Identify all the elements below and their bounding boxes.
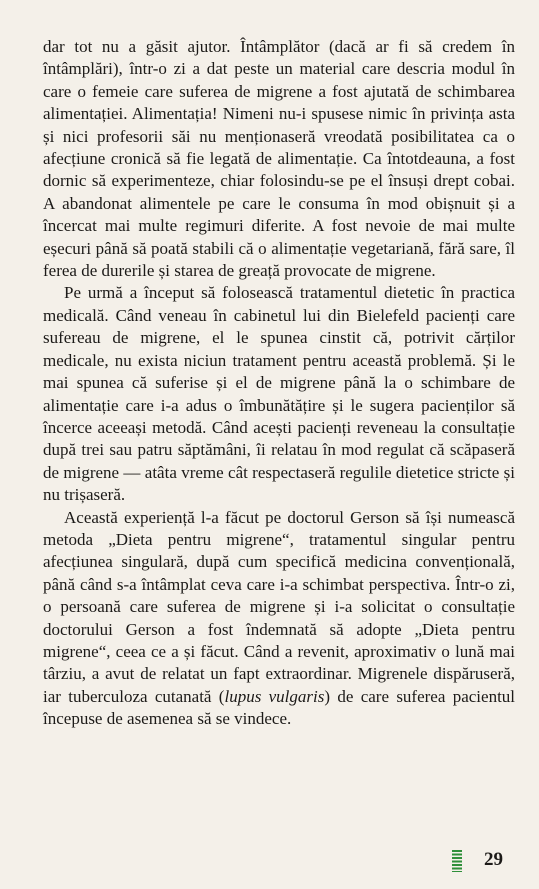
paragraph-3-text-end: ) de care suferea pacientul începuse de asemenea să se vindece. [43, 686, 516, 729]
paragraph-2: Pe urmă a început să folosească tratamentul dietetic în practica medicală. Când veneau în cabinetul lui din Bielefeld pacienți care sufereau de migrene, el le spunea cinstit că, potrivit cărților medicale, nu exista niciun tratament pentru această problemă. Și le mai spunea că suferise și el de migrene până la o schimbare de alimentație care i-a adus o îmbunătățire și le sugera pacienților să încerce aceeași metodă. Când acești pacienți reveneau la consultație după trei sau patru săptămâni, îi relatau în mod regulat că scăpaseră de migrene — atâta vreme cât respectaseră regulile dietetice stricte și nu trișaseră. [43, 283, 515, 505]
paragraph-3-text: Această experiență l-a făcut pe doctorul Gerson să își numească metoda „Dieta pentru migrene“, tratamentul singular pentru afecțiunea singulară, după cum specifică medicina convențională, până când s-a întâmplat ceva care i-a schimbat perspectiva. Într-o zi, o persoană care suferea de migrene și i-a solicitat o consultație doctorului Gerson a fost îndemnată să adopte „Dieta pentru migrene“, ceea ce a și făcut. Când a revenit, aproximativ o lună mai târziu, a avut de relatat un fapt extraordinar. Migrenele dispăruseră, iar tuberculoza cutanată ( [43, 507, 515, 706]
page-number: 29 [484, 849, 503, 870]
paragraph-1: dar tot nu a găsit ajutor. Întâmplător (dacă ar fi să credem în întâmplări), într-o zi a dat peste un material care descria modul în care o femeie care suferea de migrene a fost ajutată de schimbarea alimentației. Alimentația! Nimeni nu-i spusese nimic în privința asta și nici profesorii săi nu menționaseră vreodată posibilitatea ca o afecțiune cronică să fie legată de alimentație. Ca întotdeauna, a fost dornic să experimenteze, chiar folosindu-se pe el însuși drept cobai. A abandonat alimentele pe care le consuma în mod obișnuit și a încercat mai multe regimuri diferite. A fost nevoie de mai multe eșecuri până să poată stabili că o alimentație vegetariană, fără sare, îl ferea de durerile și starea de greață provocate de migrene. [43, 37, 515, 281]
paragraph-3 [43, 507, 515, 731]
page-footer [0, 846, 539, 876]
italic-term: lupus vulgaris [224, 686, 325, 706]
section-marker-icon [452, 850, 462, 872]
body-text [43, 36, 515, 731]
